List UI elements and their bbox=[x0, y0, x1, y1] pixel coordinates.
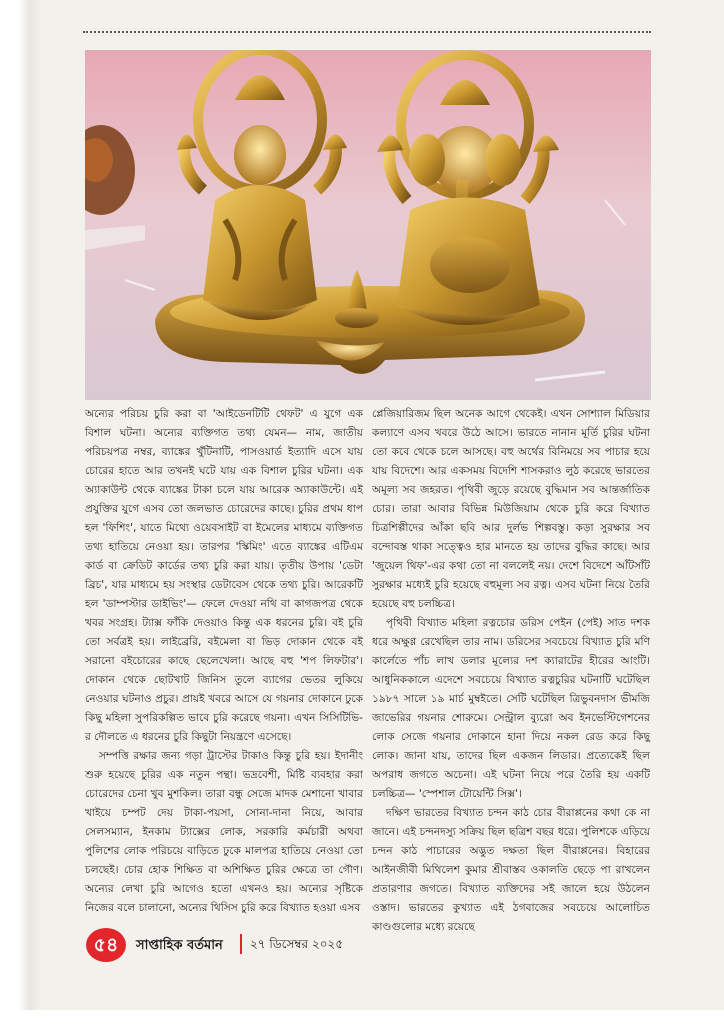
article-paragraph: প্লেজিয়ারিজম ছিল অনেক আগে থেকেই। এখন সোশ্যাল মিডিয়ার কল্যাণে এসব খবরে উঠে আসে। ভারতে নানান মূর্তি চুরির ঘটনা তো কবে থেকে চলে আসছে। বহু অর্থের বিনিময়ে সব পাচার হয়ে যায় বিদেশে। আর একসময় বিদেশি শাসকরাও লুঠ করেছে ভারতের অমূল্য সব জহরত। পৃথিবী জুড়ে রয়েছে বুদ্ধিমান সব আন্তর্জাতিক চোর। তারা আবার বিভিন্ন মিউজিয়াম থেকে চুরি করে বিখ্যাত চিত্রশিল্পীদের আঁকা ছবি আর দুর্লভ শিল্পবস্তু। কড়া সুরক্ষার সব বন্দোবস্ত থাকা সত্ত্বেও হার মানতে হয় তাদের বুদ্ধির কাছে। আর 'জুয়েল থিফ'-এর কথা তো না বললেই নয়। দেশে বিদেশে আঁটসাঁট সুরক্ষার মধ্যেই চুরি হয়েছে বহুমূল্য সব রত্ন। এসব ঘটনা নিয়ে তৈরি হয়েছে বহু চলচ্চিত্র। bbox=[372, 408, 650, 610]
article-left-column bbox=[85, 405, 363, 918]
page-number-badge: ৫৪ bbox=[86, 928, 126, 962]
scan-bottom-edge bbox=[0, 1010, 724, 1024]
article-paragraph: পৃথিবী বিখ্যাত মহিলা রত্নচোর ডরিস পেইন (পেই) সাত দশক ধরে অক্ষুণ্ণ রেখেছিল তার নাম। ডরিসের সবচেয়ে বিখ্যাত চুরি মণি কার্লেতে পাঁচ লাখ ডলার মূল্যের দশ ক্যারাটের হীরের আংটি। আধুনিককালে এদেশে সবচেয়ে বিখ্যাত রত্নচুরির ঘটনাটি ঘটেছিল ১৯৮৭ সালে ১৯ মার্চ মুম্বইতে। সেটি ঘটেছিল ত্রিভুবনদাস ভীমজি জাভেরির গয়নার শোরুমে। সেন্ট্রাল ব্যুরো অব ইনভেস্টিগেশনের লোক সেজে গয়নার দোকানে হানা দিয়ে নকল রেড করে কিছু লোক। জানা যায়, তাদের ছিল একজন লিডার। প্রত্যেকেই ছিল অপরাধ জগতে অচেনা। এই ঘটনা নিয়ে পরে তৈরি হয় একটি চলচ্চিত্র— 'স্পেশাল টোয়েন্টি সিক্স'। bbox=[372, 617, 650, 800]
article-paragraph: অন্যের পরিচয় চুরি করা বা 'আইডেনটিটি থেফট' এ যুগে এক বিশাল ঘটনা। অন্যের ব্যক্তিগত তথ্য যেমন— নাম, জাতীয় পরিচয়পত্র নম্বর, ব্যাঙ্কের খুঁটিনাটি, পাসওয়ার্ড ইত্যাদি এসে যায় চোরের হাতে আর তখনই ঘটে যায় এক বিশাল চুরির ঘটনা। এক অ্যাকাউন্ট থেকে ব্যাঙ্কের টাকা চলে যায় আরেক অ্যাকাউন্টে। এই প্রযুক্তির যুগে এসব তো জলভাত চোরেদের কাছে। চুরির প্রথম ধাপ হল 'ফিশিং', যাতে মিথ্যে ওয়েবসাইট বা ইমেলের মাধ্যমে ব্যক্তিগত তথ্য হাতিয়ে নেওয়া হয়। তারপর 'স্কিমিং' এতে ব্যাঙ্কের এটিএম কার্ড বা ক্রেডিট কার্ডের তথ্য চুরি করা যায়। তৃতীয় উপায় 'ডেটা ব্রিচ', যার মাধ্যমে হয় সংস্থার ডেটাবেস থেকে তথ্য চুরি। আরেকটি হল 'ডাম্পস্টার ডাইভিং'— ফেলে দেওয়া নথি বা কাগজপত্র থেকে খবর সংগ্রহ। ট্যাক্স ফাঁকি দেওয়াও কিন্তু এক ধরনের চুরি। বই চুরি তো সর্বত্রই হয়। লাইব্রেরি, বইমেলা বা ভিড় দোকান থেকে বই সরানো বইচোরের কাছে ছেলেখেলা। আছে বহু 'শপ লিফটার'। দোকান থেকে ছোটখাট জিনিস তুলে ব্যাগের ভেতর লুকিয়ে নেওয়ার ঘটনাও প্রচুর। প্রায়ই খবরে আসে যে গয়নার দোকানে ঢুকে কিছু মহিলা সুপরিকল্পিত ভাবে চুরি করেছে গয়না। এখন সিসিটিভি-র দৌলতে এ ধরনের চুরি কিছুটা নিয়ন্ত্রণে এসেছে। bbox=[85, 408, 363, 743]
article-paragraph: দক্ষিণ ভারতের বিখ্যাত চন্দন কাঠ চোর বীরাপ্পনের কথা কে না জানে। এই চন্দনদস্যু সক্রিয় ছিল ছত্রিশ বছর ধরে। পুলিশকে এড়িয়ে চন্দন কাঠ পাচারের অদ্ভুত দক্ষতা ছিল বীরাপ্পনের। বিহারের আইনজীবী মিথিলেশ কুমার শ্রীবাস্তব ওকালতি ছেড়ে পা রাখলেন প্রতারণার জগতে। বিখ্যাত ব্যক্তিদের সই জালে হয়ে উঠলেন ওস্তাদ। ভারতের কুখ্যাত এই ঠগবাজের সবচেয়ে আলোচিত কাণ্ডগুলোর মধ্যে রয়েছে bbox=[372, 807, 650, 933]
article-paragraph: সম্পত্তি রক্ষার জন্য গড়া ট্রাস্টের টাকাও কিন্তু চুরি হয়। ইদানীং শুরু হয়েছে চুরির এক নতুন পন্থা। ভদ্রবেশী, মিষ্টি ব্যবহার করা চোরেদের চেনা খুব মুশকিল। তারা বন্ধু সেজে মাদক মেশানো খাবার খাইয়ে চম্পট দেয় টাকা-পয়সা, সোনা-দানা নিয়ে, আবার সেলসম্যান, ইনকাম ট্যাক্সের লোক, সরকারি কর্মচারী অথবা পুলিশের লোক পরিচয়ে বাড়িতে ঢুকে মালপত্র হাতিয়ে নেওয়া তো চলছেই। চোর হোক শিক্ষিত বা অশিক্ষিত চুরির ক্ষেত্রে তা গৌণ। অন্যের লেখা চুরি আগেও হতো এখনও হয়। অন্যের সৃষ্টিকে নিজের বলে চালানো, অন্যের থিসিস চুরি করে বিখ্যাত হওয়া এসব bbox=[85, 750, 363, 914]
article-right-column bbox=[372, 405, 650, 937]
issue-date: ২৭ ডিসেম্বর ২০২৫ bbox=[250, 937, 344, 951]
lakshmi-ganesha-idol-photo bbox=[85, 50, 651, 400]
footer-separator bbox=[240, 934, 242, 954]
top-dotted-rule bbox=[83, 31, 651, 33]
publication-name: সাপ্তাহিক বর্তমান bbox=[136, 938, 223, 953]
page-footer bbox=[86, 926, 646, 966]
page-fold-shadow bbox=[0, 0, 40, 1024]
